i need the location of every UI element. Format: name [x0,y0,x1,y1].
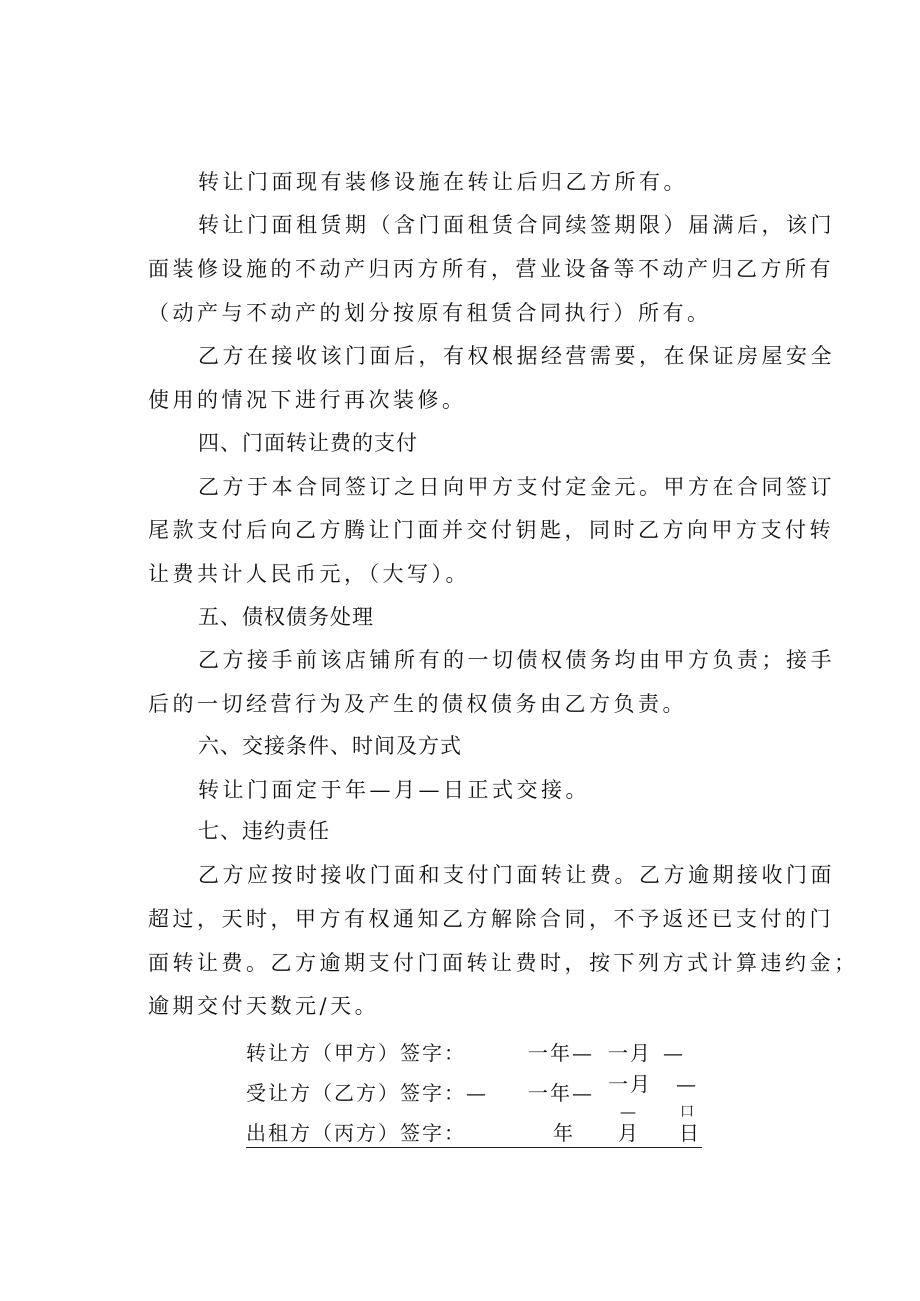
paragraph-line: 后的一切经营行为及产生的债权债务由乙方负责。 [148,692,687,716]
paragraph-line: （动产与不动产的划分按原有租赁合同执行）所有。 [148,301,712,325]
signature-month: 一月 [608,1041,652,1065]
paragraph-line: 转让门面定于年—月—日正式交接。 [198,778,590,802]
section-heading: 七、违约责任 [198,819,330,843]
paragraph-line: 超过，天时，甲方有权通知乙方解除合同，不予返还已支付的门 [148,907,834,931]
paragraph-line: 让费共计人民币元，（大写）。 [148,562,470,586]
section-heading: 五、债权债务处理 [198,605,374,629]
section-heading: 六、交接条件、时间及方式 [198,734,462,758]
signature-day-mark: 口 [680,1104,696,1120]
paragraph-line: 转让门面租赁期（含门面租赁合同续签期限）届满后，该门 [198,213,835,237]
signature-day: — [676,1072,698,1096]
signature-day: 日 [679,1121,701,1145]
signature-label-party-b: 受让方（乙方）签字：— [246,1081,488,1105]
paragraph-line: 使用的情况下进行再次装修。 [148,388,467,412]
signature-year: 一年— [528,1041,594,1065]
paragraph-line: 乙方在接收该门面后，有权根据经营需要，在保证房屋安全 [198,344,835,368]
paragraph-line: 转让门面现有装修设施在转让后归乙方所有。 [198,170,688,194]
signature-label-party-c: 出租方（丙方）签字： [246,1121,466,1145]
signature-day: — [663,1041,685,1065]
signature-month-mark: — [620,1102,638,1121]
signature-year: 一年— [528,1081,594,1105]
signature-underline [246,1147,702,1148]
paragraph-line: 逾期交付天数元/天。 [148,994,380,1018]
paragraph-line: 乙方接手前该店铺所有的一切债权债务均由甲方负责；接手 [198,648,835,672]
section-heading: 四、门面转让费的支付 [198,431,418,455]
signature-year: 年 [553,1121,575,1145]
paragraph-line: 乙方应按时接收门面和支付门面转让费。乙方逾期接收门面 [198,863,835,887]
paragraph-line: 尾款支付后向乙方腾让门面并交付钥匙，同时乙方向甲方支付转 [148,518,834,542]
signature-month: 月 [618,1121,640,1145]
paragraph-line: 面转让费。乙方逾期支付门面转让费时，按下列方式计算违约金； [148,951,859,975]
signature-month: 一月 [608,1072,652,1096]
signature-label-party-a: 转让方（甲方）签字： [246,1041,466,1065]
paragraph-line: 乙方于本合同签订之日向甲方支付定金元。甲方在合同签订 [198,475,835,499]
paragraph-line: 面装修设施的不动产归丙方所有，营业设备等不动产归乙方所有 [148,257,834,281]
